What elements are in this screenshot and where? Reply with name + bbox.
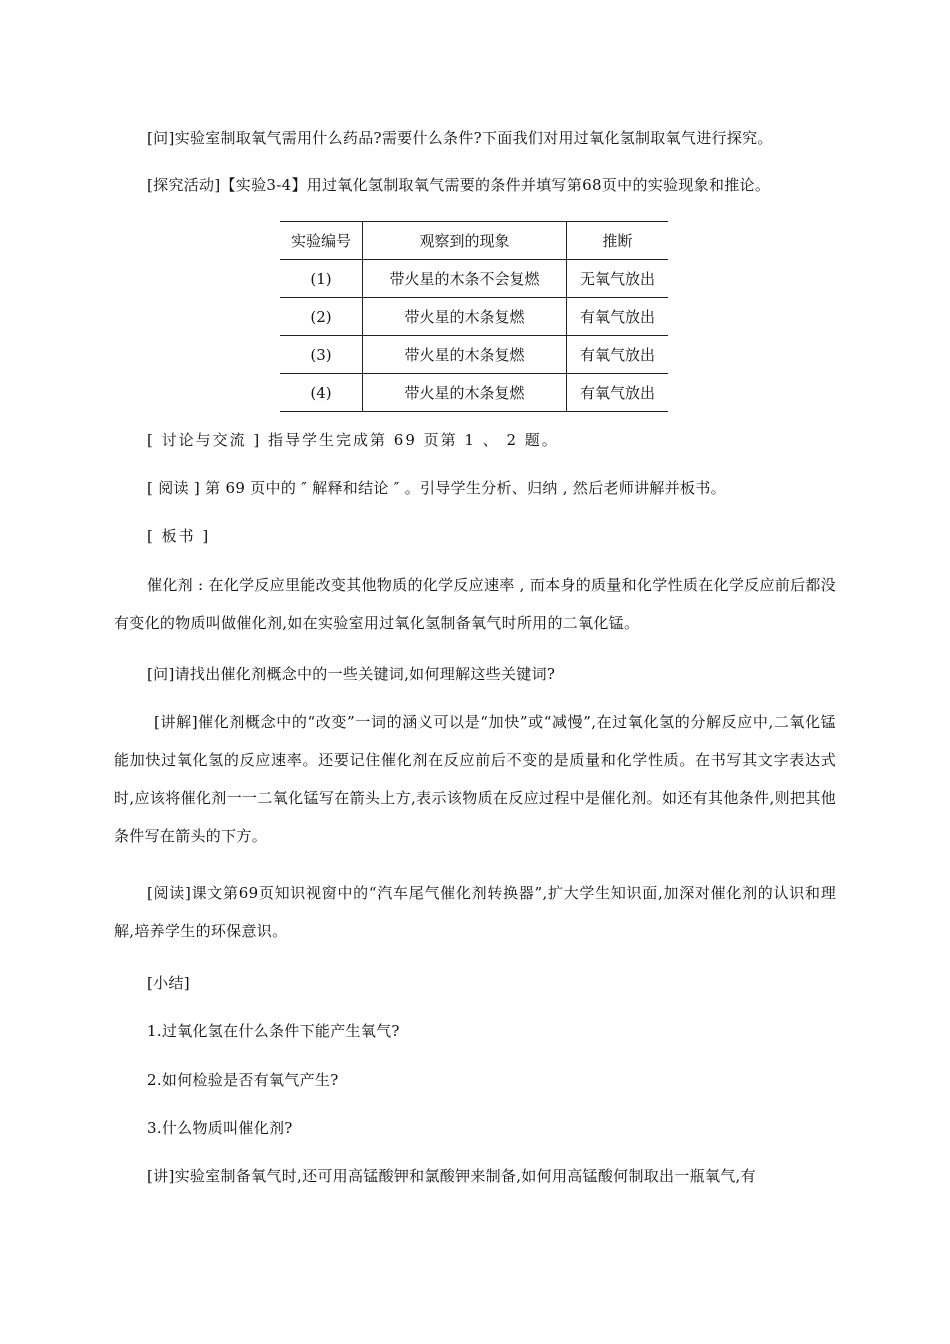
reading-paragraph-2 [114, 874, 836, 950]
cell-observation: 带火星的木条复燃 [363, 336, 567, 374]
question-text-2: [问]请找出催化剂概念中的一些关键词,如何理解这些关键词? [147, 665, 556, 683]
header-experiment-number: 实验编号 [280, 222, 363, 260]
question-paragraph-2 [114, 656, 836, 692]
cell-number: (2) [280, 298, 363, 336]
table-row [280, 298, 668, 336]
cell-inference: 有氧气放出 [567, 336, 669, 374]
summary-item-text-3: 3.什么物质叫催化剂? [147, 1119, 293, 1137]
cell-inference: 有氧气放出 [567, 374, 669, 412]
question-paragraph-1 [114, 120, 836, 156]
lecture-paragraph [114, 703, 836, 855]
activity-paragraph [114, 167, 836, 203]
summary-item-text-2: 2.如何检验是否有氧气产生? [147, 1071, 339, 1089]
cell-observation: 带火星的木条复燃 [363, 298, 567, 336]
board-heading [114, 518, 836, 554]
reading-text-1: [ 阅读 ] 第 69 页中的 ″ 解释和结论 ″ 。引导学生分析、归纳 , 然后老师讲解并板书。 [147, 479, 726, 497]
table-row [280, 374, 668, 412]
activity-text: [探究活动]【实验3-4】用过氧化氢制取氧气需要的条件并填写第68页中的实验现象和推论。 [147, 176, 771, 194]
cell-inference: 无氧气放出 [567, 260, 669, 298]
summary-heading [114, 965, 836, 1001]
cell-observation: 带火星的木条复燃 [363, 374, 567, 412]
summary-item-3 [114, 1110, 836, 1146]
cell-observation: 带火星的木条不会复燃 [363, 260, 567, 298]
cell-number: (4) [280, 374, 363, 412]
catalyst-definition [114, 566, 836, 642]
discussion-text: [ 讨论与交流 ] 指导学生完成第 69 页第 1 、 2 题。 [147, 431, 559, 449]
experiment-table [280, 221, 668, 412]
board-text: [ 板书 ] [147, 527, 211, 545]
reading-paragraph-1 [114, 470, 836, 506]
discussion-paragraph [114, 422, 836, 458]
question-text-1: [问]实验室制取氧气需用什么药品?需要什么条件?下面我们对用过氧化氢制取氧气进行探究。 [147, 129, 773, 147]
header-observation: 观察到的现象 [363, 222, 567, 260]
lecture-text-2: [讲]实验室制备氧气时,还可用高锰酸钾和氯酸钾来制备,如何用高锰酸何制取出一瓶氧气,有 [147, 1167, 756, 1185]
table-row [280, 260, 668, 298]
summary-item-text-1: 1.过氧化氢在什么条件下能产生氧气? [147, 1022, 400, 1040]
lecture-text: [讲解]催化剂概念中的“改变”一词的涵义可以是“加快”或“减慢”,在过氧化氢的分解反应中,二氧化锰能加快过氧化氢的反应速率。还要记住催化剂在反应前后不变的是质量和化学性质。在书写其文字表达式时,应该将催化剂一一二氧化锰写在箭头上方,表示该物质在反应过程中是催化剂。如还有其他条件,则把其他条件写在箭头的下方。 [114, 713, 836, 845]
reading-text-2: [阅读]课文第69页知识视窗中的“汽车尾气催化剂转换器”,扩大学生知识面,加深对催化剂的认识和理解,培养学生的环保意识。 [114, 884, 836, 940]
header-inference: 推断 [567, 222, 669, 260]
table-header-row [280, 222, 668, 260]
cell-number: (1) [280, 260, 363, 298]
cell-number: (3) [280, 336, 363, 374]
summary-text: [小结] [147, 974, 190, 992]
summary-item-2 [114, 1062, 836, 1098]
catalyst-definition-text: 催化剂 : 在化学反应里能改变其他物质的化学反应速率 , 而本身的质量和化学性质在化学反应前后都没有变化的物质叫做催化剂,如在实验室用过氧化氢制备氧气时所用的二氧化锰。 [114, 576, 836, 632]
table-row [280, 336, 668, 374]
cell-inference: 有氧气放出 [567, 298, 669, 336]
summary-item-1 [114, 1013, 836, 1049]
lecture-paragraph-2 [114, 1158, 836, 1194]
